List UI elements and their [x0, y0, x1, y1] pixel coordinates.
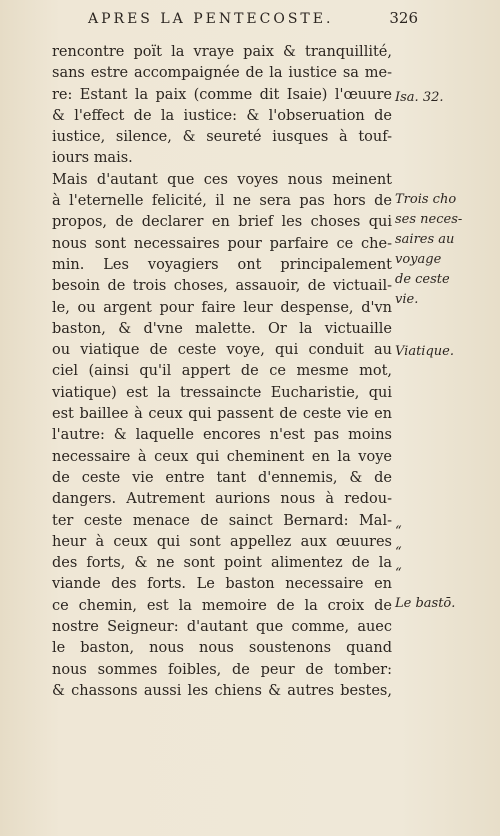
- margin-note-line: voyage: [395, 252, 442, 267]
- quote-mark: “: [395, 566, 402, 581]
- text-line: propos, de declarer en brief les choses qui: [52, 214, 392, 231]
- text-line: rencontre poït la vraye paix & tranquillité,: [52, 44, 392, 60]
- page-number: 326: [389, 9, 418, 27]
- text-line: le baston, nous nous soustenons quand: [52, 640, 392, 657]
- text-line: & l'effect de la iustice: & l'obseruation de: [52, 107, 392, 124]
- text-line: heur à ceux qui sont appellez aux œuures: [52, 533, 392, 550]
- text-line: baston, & d'vne malette. Or la victuaille: [52, 320, 392, 337]
- text-line: ciel (ainsi qu'il appert de ce mesme mot,: [52, 363, 392, 380]
- margin-note-line: saires au: [395, 232, 455, 247]
- text-line: viatique) est la tressaincte Eucharistie, qui: [52, 384, 392, 401]
- margin-note-isaiah: Isa. 32.: [395, 90, 444, 105]
- text-line: des forts, & ne sont point alimentez de la: [52, 555, 392, 572]
- margin-note-trois-choses: [395, 190, 462, 310]
- running-header: [88, 7, 418, 33]
- margin-note-line: Trois cho: [395, 192, 457, 207]
- text-line: iours mais.: [52, 150, 133, 167]
- main-text-block: [52, 42, 392, 702]
- text-line: iustice, silence, & seureté iusques à touf-: [52, 129, 392, 146]
- text-line: l'autre: & laquelle encores n'est pas moins: [52, 427, 392, 444]
- text-line: de ceste vie entre tant d'ennemis, & de: [52, 469, 392, 486]
- quote-mark: “: [395, 545, 402, 560]
- text-line: ter ceste menace de sainct Bernard: Mal-: [52, 512, 392, 529]
- margin-note-baston: Le bastō.: [395, 596, 456, 611]
- text-line: nostre Seigneur: d'autant que comme, auec: [52, 619, 392, 636]
- running-title: APRES LA PENTECOSTE.: [88, 11, 334, 27]
- text-line: nous sont necessaires pour parfaire ce che-: [52, 235, 392, 252]
- text-line: besoin de trois choses, assauoir, de victuail-: [52, 278, 392, 295]
- quote-mark: “: [395, 524, 402, 539]
- text-line: le, ou argent pour faire leur despense, d'vn: [52, 299, 392, 316]
- margin-note-viatique: Viatique.: [395, 344, 454, 359]
- text-line: sans estre accompaignée de la iustice sa me-: [52, 65, 392, 82]
- margin-note-line: vie.: [395, 292, 419, 307]
- text-line: ou viatique de ceste voye, qui conduit au: [52, 342, 392, 359]
- text-line: min. Les voyagiers ont principalement: [52, 256, 392, 273]
- text-line: est baillee à ceux qui passent de ceste vie en: [52, 406, 392, 423]
- text-line: Mais d'autant que ces voyes nous meinent: [52, 171, 392, 188]
- text-line: viande des forts. Le baston necessaire en: [52, 576, 392, 593]
- text-line: à l'eternelle felicité, il ne sera pas hors de: [52, 193, 392, 210]
- margin-note-line: de ceste: [395, 272, 450, 287]
- margin-notes: [395, 0, 495, 836]
- text-line: nous sommes foibles, de peur de tomber:: [52, 661, 392, 678]
- margin-note-line: ses neces-: [395, 212, 463, 227]
- text-line: ce chemin, est la memoire de la croix de: [52, 597, 392, 614]
- text-line: & chassons aussi les chiens & autres bestes,: [52, 682, 392, 699]
- text-line: dangers. Autrement aurions nous à redou-: [52, 491, 392, 508]
- text-line: re: Estant la paix (comme dit Isaie) l'œuure: [52, 86, 392, 103]
- text-line: necessaire à ceux qui cheminent en la voye: [52, 448, 392, 465]
